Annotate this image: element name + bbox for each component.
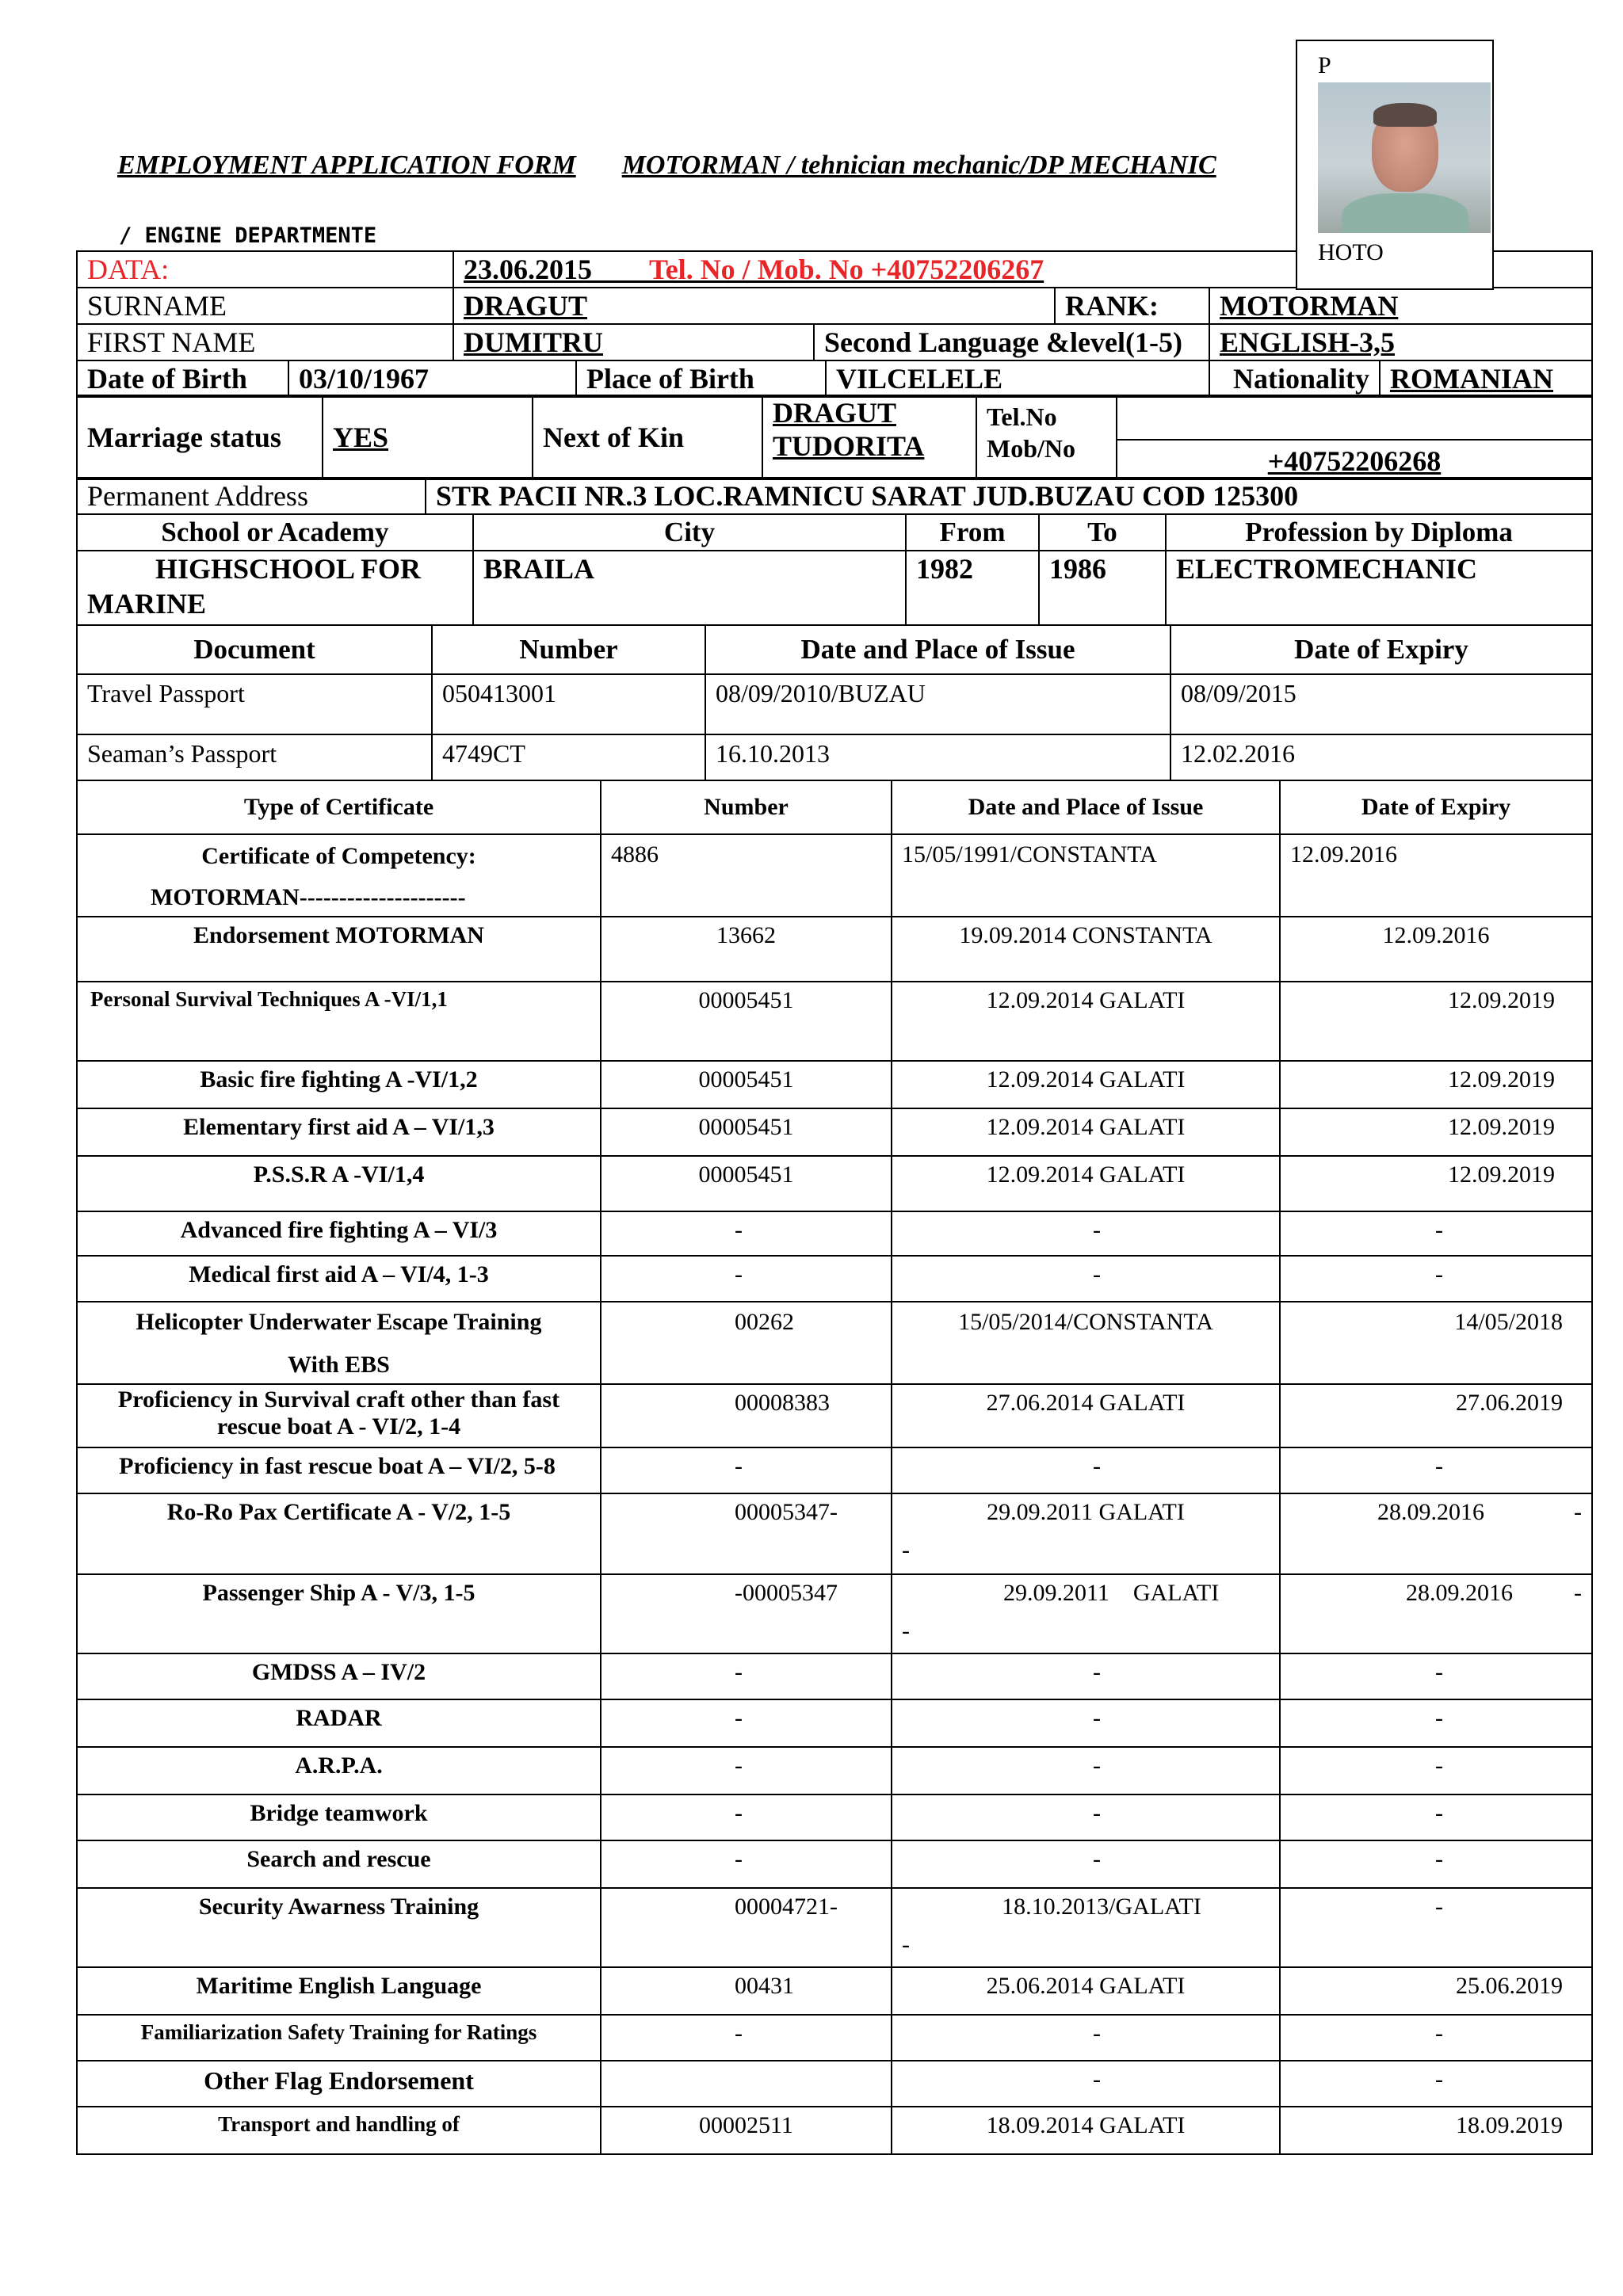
cert-expiry: 12.09.2019 (1280, 1061, 1592, 1108)
dob-value: 03/10/1967 (288, 360, 576, 397)
cert-issue: 27.06.2014 GALATI (892, 1384, 1280, 1447)
doc-header-document: Document (77, 625, 432, 674)
cert-issue: 19.09.2014 CONSTANTA (892, 917, 1280, 982)
form-date: 23.06.2015 (464, 254, 592, 285)
cert-number: - (601, 1653, 892, 1699)
cert-name: Personal Survival Techniques A -VI/1,1 (77, 982, 601, 1061)
cert-name: Basic fire fighting A -VI/1,2 (77, 1061, 601, 1108)
cert-number: 00008383 (601, 1384, 892, 1447)
kin-label: Next of Kin (533, 395, 762, 479)
kin-name (762, 395, 976, 479)
cert-expiry: 27.06.2019 (1280, 1384, 1592, 1447)
cert-issue: - (892, 1653, 1280, 1699)
cert-issue: 12.09.2014 GALATI (892, 982, 1280, 1061)
doc-type: Travel Passport (77, 674, 432, 734)
cert-number: 00005451 (601, 1061, 892, 1108)
cert-issue: 12.09.2014 GALATI (892, 1108, 1280, 1156)
cert-number: - (601, 1794, 892, 1840)
cert-number: -00005347 (601, 1574, 892, 1653)
photo-label-top: P (1318, 52, 1331, 78)
cert-issue: 18.09.2014 GALATI (892, 2107, 1280, 2154)
cert-issue-prefix: - (902, 1932, 910, 1958)
cert-row (77, 1888, 1592, 1967)
cert-expiry: - (1280, 1211, 1592, 1256)
kin-tel-value: +40752206268 (1117, 440, 1592, 479)
cert-row (77, 1447, 1592, 1493)
cert-row (77, 1574, 1592, 1653)
edu-header-to: To (1039, 514, 1166, 551)
cert-expiry: 14/05/2018 (1280, 1302, 1592, 1384)
cert-row (77, 1699, 1592, 1747)
cert-name: Medical first aid A – VI/4, 1-3 (77, 1256, 601, 1302)
marriage-kin-table (76, 395, 1593, 480)
edu-school-line1: HIGHSCHOOL FOR (155, 553, 422, 585)
address-value: STR PACII NR.3 LOC.RAMNICU SARAT JUD.BUZAU COD 125300 (426, 478, 1592, 514)
kin-tel-label2: Mob/No (987, 434, 1075, 463)
cert-row (77, 1967, 1592, 2015)
dob-label: Date of Birth (77, 360, 288, 397)
cert-name: GMDSS A – IV/2 (77, 1653, 601, 1699)
edu-header-from: From (906, 514, 1039, 551)
cert-issue-date: 18.10.2013/GALATI (1002, 1894, 1201, 1920)
cert-name-line2: With EBS (288, 1352, 390, 1378)
cert-name (77, 834, 601, 917)
cert-row (77, 1302, 1592, 1384)
cert-issue (892, 1574, 1280, 1653)
cert-name: Familiarization Safety Training for Ratings (77, 2015, 601, 2061)
cert-number: 00262 (601, 1302, 892, 1384)
cert-name-line2: MOTORMAN--------------------- (151, 884, 466, 910)
tel-number: Tel. No / Mob. No +40752206267 (649, 254, 1044, 285)
form-title (117, 151, 1290, 181)
cert-number: 00005347- (601, 1493, 892, 1574)
cert-issue: - (892, 2015, 1280, 2061)
cert-name: Bridge teamwork (77, 1794, 601, 1840)
cert-issue (892, 1493, 1280, 1574)
kin-tel-blank (1117, 395, 1592, 440)
doc-expiry: 12.02.2016 (1170, 734, 1592, 780)
cert-number: - (601, 1256, 892, 1302)
photo-box (1296, 40, 1494, 290)
cert-issue: 25.06.2014 GALATI (892, 1967, 1280, 2015)
cert-header-issue: Date and Place of Issue (892, 780, 1280, 834)
cert-row (77, 1840, 1592, 1888)
edu-school-line2: MARINE (87, 588, 206, 620)
cert-number: 4886 (601, 834, 892, 917)
cert-row (77, 1384, 1592, 1447)
cert-row (77, 1108, 1592, 1156)
cert-issue: - (892, 1840, 1280, 1888)
edu-city: BRAILA (473, 551, 906, 625)
cert-name: Endorsement MOTORMAN (77, 917, 601, 982)
cert-row (77, 2061, 1592, 2107)
cert-name: Transport and handling of (77, 2107, 601, 2154)
cert-number: 00004721- (601, 1888, 892, 1967)
cert-row (77, 1747, 1592, 1794)
cert-number: - (601, 1211, 892, 1256)
cert-row (77, 1211, 1592, 1256)
doc-header-expiry: Date of Expiry (1170, 625, 1592, 674)
cert-expiry: - (1280, 1794, 1592, 1840)
cert-expiry: - (1280, 1888, 1592, 1967)
cert-name: Passenger Ship A - V/3, 1-5 (77, 1574, 601, 1653)
cert-expiry (1280, 1574, 1592, 1653)
edu-header-school: School or Academy (77, 514, 473, 551)
form-title-left: EMPLOYMENT APPLICATION FORM (117, 151, 576, 180)
form-title-right: MOTORMAN / tehnician mechanic/DP MECHANIC (621, 151, 1216, 180)
second-language-label: Second Language &level(1-5) (814, 324, 1209, 360)
cert-expiry: - (1280, 1447, 1592, 1493)
cert-expiry: 18.09.2019 (1280, 2107, 1592, 2154)
pob-value: VILCELELE (826, 360, 1209, 397)
cert-issue: 12.09.2014 GALATI (892, 1156, 1280, 1211)
cert-row (77, 917, 1592, 982)
nationality-value: ROMANIAN (1380, 360, 1592, 397)
cert-number: 00431 (601, 1967, 892, 2015)
cert-issue: - (892, 1256, 1280, 1302)
cert-name: Security Awarness Training (77, 1888, 601, 1967)
cert-row (77, 1061, 1592, 1108)
nationality-label: Nationality (1209, 360, 1380, 397)
cert-expiry: 12.09.2016 (1280, 834, 1592, 917)
edu-school (77, 551, 473, 625)
cert-name: Proficiency in fast rescue boat A – VI/2, 5-8 (77, 1447, 601, 1493)
cert-row (77, 1256, 1592, 1302)
cert-issue (892, 1888, 1280, 1967)
cert-number: - (601, 1747, 892, 1794)
cert-issue: - (892, 1794, 1280, 1840)
cert-row (77, 1653, 1592, 1699)
cert-expiry-suffix: - (1574, 1580, 1582, 1606)
cert-issue: - (892, 1447, 1280, 1493)
cert-issue: 15/05/1991/CONSTANTA (892, 834, 1280, 917)
cert-expiry-date: 28.09.2016 (1406, 1580, 1513, 1606)
cert-expiry-date: 28.09.2016 (1377, 1499, 1484, 1525)
cert-name: Proficiency in Survival craft other than fast rescue boat A - VI/2, 1-4 (77, 1384, 601, 1447)
cert-issue: - (892, 1699, 1280, 1747)
edu-from: 1982 (906, 551, 1039, 625)
documents-table (76, 624, 1593, 781)
cert-expiry-suffix: - (1574, 1499, 1582, 1525)
cert-issue: 12.09.2014 GALATI (892, 1061, 1280, 1108)
marriage-label: Marriage status (77, 395, 323, 479)
cert-name (77, 1302, 601, 1384)
cert-number: 13662 (601, 917, 892, 982)
edu-header-city: City (473, 514, 906, 551)
doc-number: 050413001 (432, 674, 705, 734)
cert-number: - (601, 2015, 892, 2061)
cert-name: Elementary first aid A – VI/1,3 (77, 1108, 601, 1156)
surname-value: DRAGUT (453, 288, 1055, 324)
cert-name: Advanced fire fighting A – VI/3 (77, 1211, 601, 1256)
cert-number: - (601, 1447, 892, 1493)
cert-expiry: - (1280, 1840, 1592, 1888)
cert-issue: - (892, 1747, 1280, 1794)
cert-row (77, 834, 1592, 917)
cert-number: - (601, 1699, 892, 1747)
cert-expiry: - (1280, 2015, 1592, 2061)
cert-name: Other Flag Endorsement (77, 2061, 601, 2107)
cert-issue-date: 29.09.2011 GALATI (1003, 1580, 1220, 1606)
data-label: DATA: (77, 251, 453, 288)
kin-name-line2: TUDORITA (773, 430, 925, 462)
cert-name-line1: Certificate of Competency: (201, 843, 476, 869)
surname-label: SURNAME (77, 288, 453, 324)
cert-row (77, 982, 1592, 1061)
cert-expiry: - (1280, 1256, 1592, 1302)
address-table (76, 477, 1593, 515)
cert-expiry: - (1280, 1653, 1592, 1699)
doc-row (77, 674, 1592, 734)
cert-number: 00005451 (601, 1156, 892, 1211)
photo-label-bottom: HOTO (1318, 239, 1384, 265)
cert-expiry: 25.06.2019 (1280, 1967, 1592, 2015)
cert-expiry: - (1280, 2061, 1592, 2107)
cert-name: A.R.P.A. (77, 1747, 601, 1794)
cert-issue-prefix: - (902, 1618, 910, 1644)
edu-to: 1986 (1039, 551, 1166, 625)
cert-expiry: - (1280, 1747, 1592, 1794)
cert-issue: - (892, 1211, 1280, 1256)
edu-header-profession: Profession by Diploma (1166, 514, 1592, 551)
first-name-label: FIRST NAME (77, 324, 453, 360)
cert-name: Ro-Ro Pax Certificate A - V/2, 1-5 (77, 1493, 601, 1574)
cert-number: - (601, 1840, 892, 1888)
education-table (76, 513, 1593, 626)
cert-expiry: 12.09.2019 (1280, 1156, 1592, 1211)
rank-value: MOTORMAN (1209, 288, 1592, 324)
rank-label: RANK: (1055, 288, 1209, 324)
cert-number: 00005451 (601, 1108, 892, 1156)
cert-expiry (1280, 1493, 1592, 1574)
doc-type: Seaman’s Passport (77, 734, 432, 780)
cert-row (77, 2107, 1592, 2154)
cert-row (77, 2015, 1592, 2061)
address-label: Permanent Address (77, 478, 426, 514)
cert-header-expiry: Date of Expiry (1280, 780, 1592, 834)
cert-name-line1: Helicopter Underwater Escape Training (136, 1309, 542, 1335)
cert-issue-date: 29.09.2011 GALATI (987, 1499, 1185, 1525)
cert-number: 00002511 (601, 2107, 892, 2154)
cert-header-type: Type of Certificate (77, 780, 601, 834)
cert-row (77, 1156, 1592, 1211)
cert-issue: 15/05/2014/CONSTANTA (892, 1302, 1280, 1384)
cert-expiry: - (1280, 1699, 1592, 1747)
doc-number: 4749CT (432, 734, 705, 780)
cert-name: Search and rescue (77, 1840, 601, 1888)
second-language-value: ENGLISH-3,5 (1209, 324, 1592, 360)
cert-expiry: 12.09.2016 (1280, 917, 1592, 982)
marriage-value: YES (323, 395, 533, 479)
doc-header-issue: Date and Place of Issue (705, 625, 1170, 674)
cert-name: P.S.S.R A -VI/1,4 (77, 1156, 601, 1211)
department-label: / ENGINE DEPARTMENTE (119, 223, 377, 248)
cert-name: Maritime English Language (77, 1967, 601, 2015)
kin-tel-label1: Tel.No (987, 402, 1057, 431)
doc-expiry: 08/09/2015 (1170, 674, 1592, 734)
kin-name-line1: DRAGUT (773, 397, 897, 429)
cert-row (77, 1794, 1592, 1840)
cert-issue: - (892, 2061, 1280, 2107)
cert-expiry: 12.09.2019 (1280, 1108, 1592, 1156)
doc-header-number: Number (432, 625, 705, 674)
kin-tel-label (976, 395, 1117, 479)
certificates-table (76, 780, 1593, 2155)
pob-label: Place of Birth (576, 360, 826, 397)
cert-row (77, 1493, 1592, 1574)
cert-issue-prefix: - (902, 1537, 910, 1563)
cert-header-number: Number (601, 780, 892, 834)
applicant-photo (1318, 82, 1491, 233)
doc-row (77, 734, 1592, 780)
edu-profession: ELECTROMECHANIC (1166, 551, 1592, 625)
doc-issue: 16.10.2013 (705, 734, 1170, 780)
cert-expiry: 12.09.2019 (1280, 982, 1592, 1061)
doc-issue: 08/09/2010/BUZAU (705, 674, 1170, 734)
cert-number: 00005451 (601, 982, 892, 1061)
first-name-value: DUMITRU (453, 324, 814, 360)
cert-name: RADAR (77, 1699, 601, 1747)
cert-number (601, 2061, 892, 2107)
